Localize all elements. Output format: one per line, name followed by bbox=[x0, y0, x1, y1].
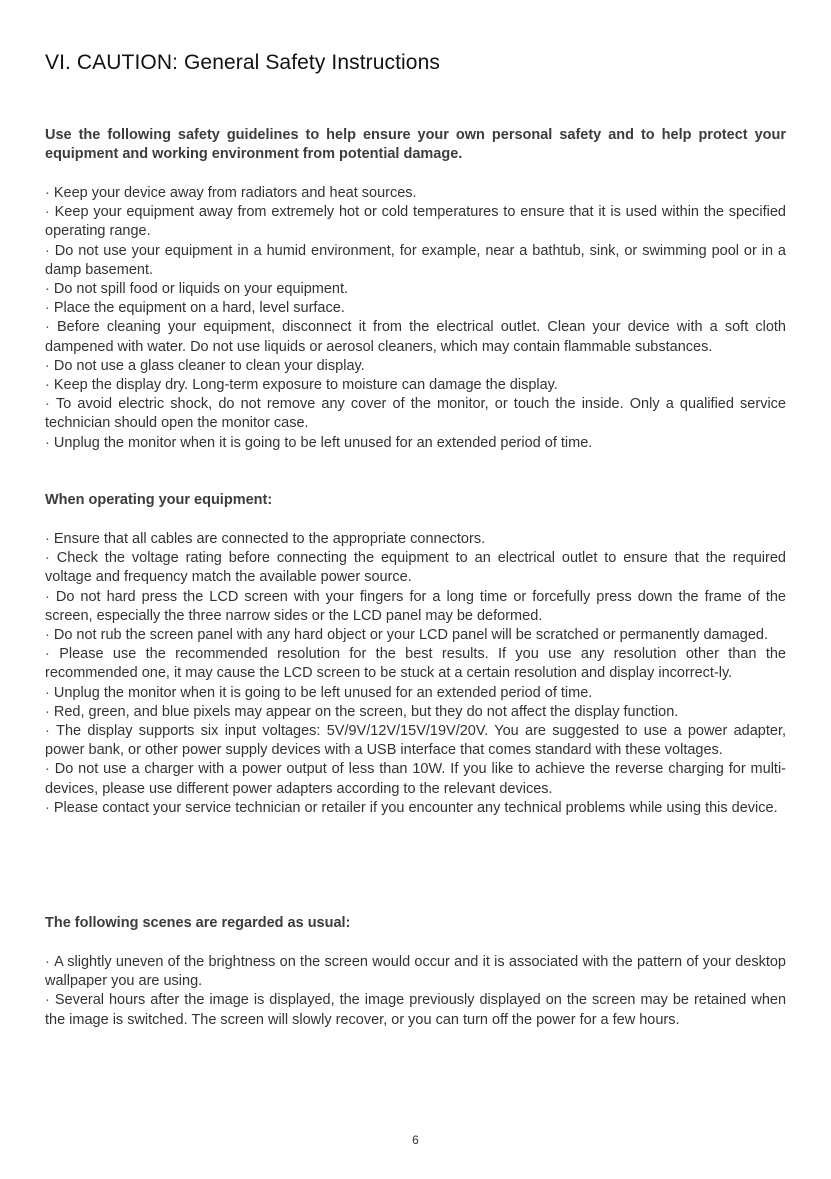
usual-item: · A slightly uneven of the brightness on the screen would occur and it is associated with the pattern of your desktop wallpaper you are using. bbox=[45, 953, 786, 991]
intro-paragraph: Use the following safety guidelines to help ensure your own personal safety and to help protect your equipment and working environment from potential damage. bbox=[45, 127, 786, 163]
operating-list bbox=[45, 530, 786, 818]
operating-item: · The display supports six input voltages: 5V/9V/12V/15V/19V/20V. You are suggested to use a power adapter, power bank, or other power supply devices with a USB interface that comes standard with these voltages. bbox=[45, 722, 786, 760]
operating-item: · Unplug the monitor when it is going to be left unused for an extended period of time. bbox=[45, 684, 786, 703]
usual-item: · Several hours after the image is displayed, the image previously displayed on the screen may be retained when the image is switched. The screen will slowly recover, or you can turn off the power for a few hours. bbox=[45, 991, 786, 1029]
operating-heading: When operating your equipment: bbox=[45, 492, 273, 508]
operating-item: · Please contact your service technician or retailer if you encounter any technical problems while using this device. bbox=[45, 799, 786, 818]
operating-item: · Check the voltage rating before connecting the equipment to an electrical outlet to ensure that the required voltage and frequency match the available power source. bbox=[45, 549, 786, 587]
guideline-item: · To avoid electric shock, do not remove any cover of the monitor, or touch the inside. Only a qualified service technician should open the monitor case. bbox=[45, 395, 786, 433]
guideline-item: · Keep your device away from radiators and heat sources. bbox=[45, 184, 786, 203]
operating-item: · Do not hard press the LCD screen with your fingers for a long time or forcefully press down the frame of the screen, especially the three narrow sides or the LCD panel may be deformed. bbox=[45, 588, 786, 626]
usual-section bbox=[45, 914, 786, 933]
guideline-item: · Place the equipment on a hard, level surface. bbox=[45, 299, 786, 318]
operating-item: · Ensure that all cables are connected to the appropriate connectors. bbox=[45, 530, 786, 549]
operating-guidelines bbox=[45, 530, 786, 818]
operating-item: · Please use the recommended resolution for the best results. If you use any resolution other than the recommended one, it may cause the LCD screen to be stuck at a certain resolution and display incorrect-ly. bbox=[45, 645, 786, 683]
operating-item: · Do not rub the screen panel with any hard object or your LCD panel will be scratched or permanently damaged. bbox=[45, 626, 786, 645]
guideline-item: · Before cleaning your equipment, disconnect it from the electrical outlet. Clean your device with a soft cloth dampened with water. Do not use liquids or aerosol cleaners, which may contain flammable substances. bbox=[45, 318, 786, 356]
general-guidelines bbox=[45, 184, 786, 453]
operating-section bbox=[45, 491, 786, 510]
operating-item: · Red, green, and blue pixels may appear on the screen, but they do not affect the display function. bbox=[45, 703, 786, 722]
usual-heading: The following scenes are regarded as usual: bbox=[45, 915, 351, 931]
operating-item: · Do not use a charger with a power output of less than 10W. If you like to achieve the reverse charging for multi-devices, please use different power adapters according to the relevant devices. bbox=[45, 760, 786, 798]
usual-list bbox=[45, 953, 786, 1030]
guideline-item: · Keep your equipment away from extremely hot or cold temperatures to ensure that it is used within the specified operating range. bbox=[45, 203, 786, 241]
page-title: VI. CAUTION: General Safety Instructions bbox=[45, 51, 440, 74]
general-guidelines-list bbox=[45, 184, 786, 453]
guideline-item: · Do not use your equipment in a humid environment, for example, near a bathtub, sink, or swimming pool or in a damp basement. bbox=[45, 242, 786, 280]
guideline-item: · Do not spill food or liquids on your equipment. bbox=[45, 280, 786, 299]
guideline-item: · Unplug the monitor when it is going to be left unused for an extended period of time. bbox=[45, 434, 786, 453]
guideline-item: · Do not use a glass cleaner to clean your display. bbox=[45, 357, 786, 376]
intro-section bbox=[45, 126, 786, 164]
guideline-item: · Keep the display dry. Long-term exposure to moisture can damage the display. bbox=[45, 376, 786, 395]
usual-scenes bbox=[45, 953, 786, 1030]
page-number: 6 bbox=[412, 1133, 419, 1147]
